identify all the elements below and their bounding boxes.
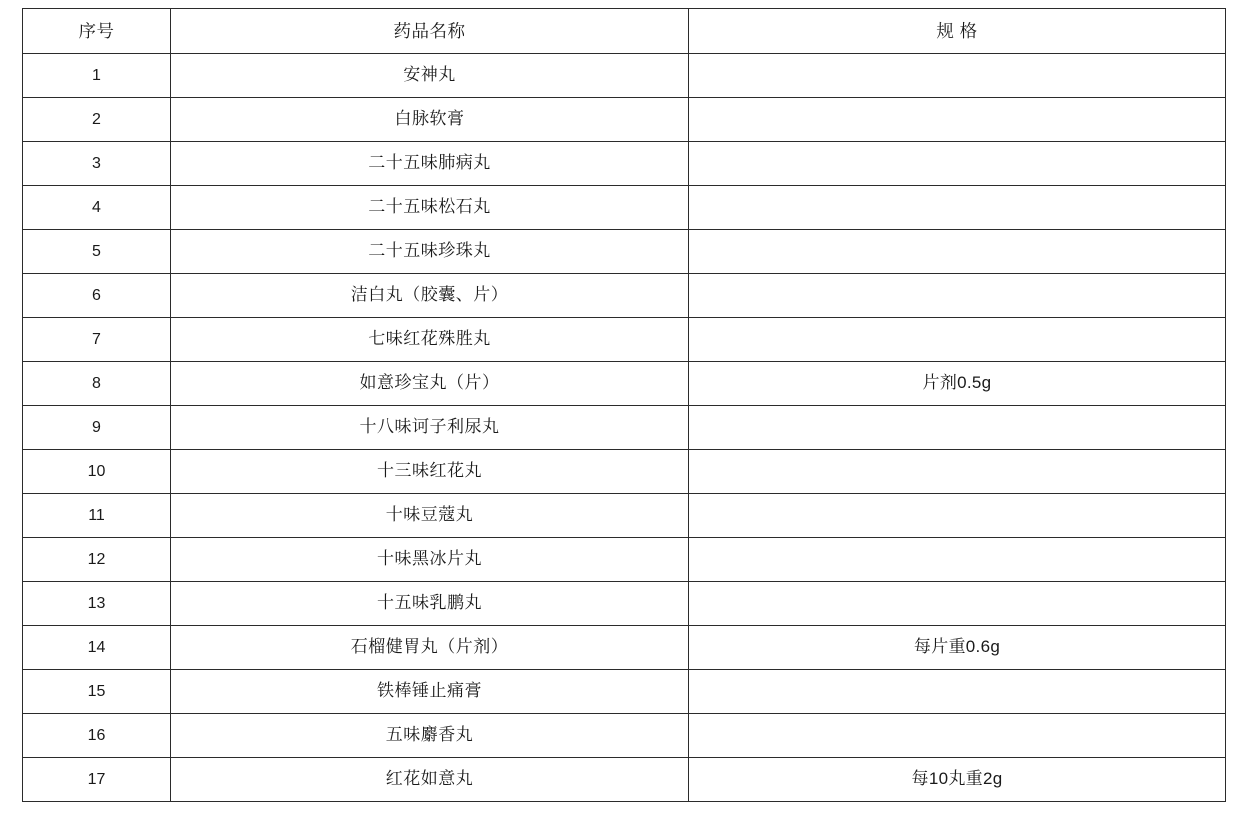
cell-index: 6	[23, 274, 171, 318]
cell-drug-name: 二十五味珍珠丸	[171, 230, 689, 274]
cell-drug-name: 白脉软膏	[171, 98, 689, 142]
cell-drug-name: 安神丸	[171, 54, 689, 98]
cell-drug-name: 二十五味肺病丸	[171, 142, 689, 186]
table-header-row	[23, 9, 1226, 54]
cell-drug-name: 洁白丸（胶囊、片）	[171, 274, 689, 318]
cell-index: 3	[23, 142, 171, 186]
cell-specification	[689, 538, 1226, 582]
cell-specification: 片剂0.5g	[689, 362, 1226, 406]
cell-specification	[689, 54, 1226, 98]
cell-drug-name: 五味麝香丸	[171, 714, 689, 758]
cell-specification	[689, 714, 1226, 758]
cell-drug-name: 十八味诃子利尿丸	[171, 406, 689, 450]
table-row	[23, 758, 1226, 802]
cell-drug-name: 十三味红花丸	[171, 450, 689, 494]
cell-drug-name: 十五味乳鹏丸	[171, 582, 689, 626]
table-body	[23, 54, 1226, 802]
cell-specification	[689, 670, 1226, 714]
cell-specification	[689, 230, 1226, 274]
cell-index: 10	[23, 450, 171, 494]
table-row	[23, 450, 1226, 494]
table-row	[23, 54, 1226, 98]
cell-drug-name: 红花如意丸	[171, 758, 689, 802]
cell-index: 14	[23, 626, 171, 670]
cell-specification	[689, 582, 1226, 626]
cell-specification	[689, 98, 1226, 142]
cell-index: 8	[23, 362, 171, 406]
cell-specification	[689, 142, 1226, 186]
cell-index: 13	[23, 582, 171, 626]
table-row	[23, 186, 1226, 230]
table-row	[23, 318, 1226, 362]
cell-index: 11	[23, 494, 171, 538]
cell-drug-name: 十味豆蔻丸	[171, 494, 689, 538]
cell-specification	[689, 186, 1226, 230]
cell-index: 9	[23, 406, 171, 450]
cell-drug-name: 如意珍宝丸（片）	[171, 362, 689, 406]
cell-drug-name: 铁棒锤止痛膏	[171, 670, 689, 714]
cell-drug-name: 七味红花殊胜丸	[171, 318, 689, 362]
table-row	[23, 98, 1226, 142]
cell-index: 7	[23, 318, 171, 362]
table-header	[23, 9, 1226, 54]
cell-drug-name: 二十五味松石丸	[171, 186, 689, 230]
column-header-spec: 规 格	[689, 9, 1226, 54]
cell-index: 4	[23, 186, 171, 230]
drug-list-table	[22, 8, 1226, 802]
table-row	[23, 538, 1226, 582]
cell-index: 16	[23, 714, 171, 758]
table-row	[23, 362, 1226, 406]
table-row	[23, 670, 1226, 714]
column-header-no: 序号	[23, 9, 171, 54]
cell-specification	[689, 274, 1226, 318]
table-row	[23, 714, 1226, 758]
column-header-name: 药品名称	[171, 9, 689, 54]
cell-index: 12	[23, 538, 171, 582]
cell-specification: 每片重0.6g	[689, 626, 1226, 670]
cell-index: 15	[23, 670, 171, 714]
table-row	[23, 274, 1226, 318]
table-row	[23, 406, 1226, 450]
cell-specification: 每10丸重2g	[689, 758, 1226, 802]
cell-index: 1	[23, 54, 171, 98]
cell-specification	[689, 494, 1226, 538]
cell-drug-name: 十味黑冰片丸	[171, 538, 689, 582]
table-row	[23, 142, 1226, 186]
cell-specification	[689, 450, 1226, 494]
table-row	[23, 582, 1226, 626]
cell-index: 5	[23, 230, 171, 274]
cell-drug-name: 石榴健胃丸（片剂）	[171, 626, 689, 670]
cell-index: 17	[23, 758, 171, 802]
table-row	[23, 494, 1226, 538]
cell-specification	[689, 406, 1226, 450]
cell-index: 2	[23, 98, 171, 142]
cell-specification	[689, 318, 1226, 362]
table-row	[23, 626, 1226, 670]
table-row	[23, 230, 1226, 274]
